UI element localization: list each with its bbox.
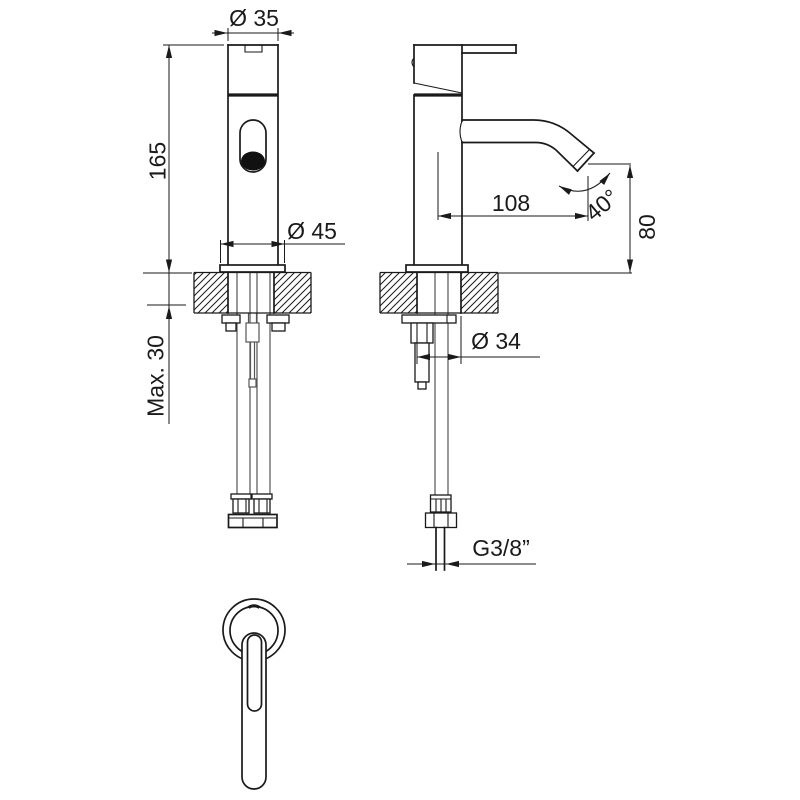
front-view — [194, 45, 311, 528]
front-counter-hatch-left — [194, 273, 228, 313]
side-counter-hatch-left — [380, 273, 417, 313]
dim-label-top-diameter: Ø 35 — [229, 5, 279, 31]
front-countertop-section — [194, 273, 311, 314]
side-view — [380, 45, 594, 570]
side-supply-hose — [435, 272, 448, 496]
dim-label-spout-reach: 108 — [491, 190, 531, 216]
dim-spout-reach — [438, 176, 588, 221]
plan-lever-slot — [248, 635, 262, 711]
side-countertop-section — [380, 273, 498, 314]
dim-label-spout-angle: 40° — [580, 183, 624, 227]
side-handle-taper — [414, 83, 462, 93]
spout-root-arc — [460, 121, 462, 142]
top-view — [223, 599, 285, 789]
front-slot-opening — [241, 152, 265, 171]
front-counter-hatch-right — [274, 273, 311, 313]
side-counter-hatch-right — [461, 273, 498, 313]
dim-label-supply-thread: G3/8” — [472, 535, 530, 561]
side-hose-connector — [426, 495, 457, 570]
side-body-outline — [412, 45, 516, 265]
dim-supply-thread — [407, 535, 536, 564]
dim-max-deck-thickness — [143, 273, 187, 424]
side-connector-nut — [426, 513, 457, 528]
plan-set-screw-mark — [249, 606, 260, 608]
side-washer — [402, 315, 456, 323]
spout-aerator-line — [573, 150, 590, 167]
dim-top-diameter — [212, 5, 294, 41]
dim-spout-height — [498, 165, 660, 273]
dim-label-max-deck-thickness: Max. 30 — [142, 335, 169, 417]
front-bottom-bracket — [229, 515, 278, 528]
dim-label-spout-height: 80 — [634, 214, 660, 240]
dim-label-overall-height: 165 — [144, 141, 171, 181]
dim-base-diameter — [221, 218, 346, 263]
spout-end-face — [578, 153, 595, 171]
dim-label-base-diameter: Ø 45 — [287, 218, 337, 244]
dim-spout-angle — [559, 164, 631, 226]
front-hose-connectors — [231, 494, 272, 513]
front-top-notch — [245, 45, 262, 52]
dim-label-shank-diameter: Ø 34 — [471, 328, 521, 354]
front-base-flange — [220, 265, 285, 272]
side-hex-nut — [411, 323, 433, 343]
side-spout — [460, 120, 594, 171]
side-base-flange — [406, 265, 468, 272]
dim-overall-height — [143, 45, 224, 273]
